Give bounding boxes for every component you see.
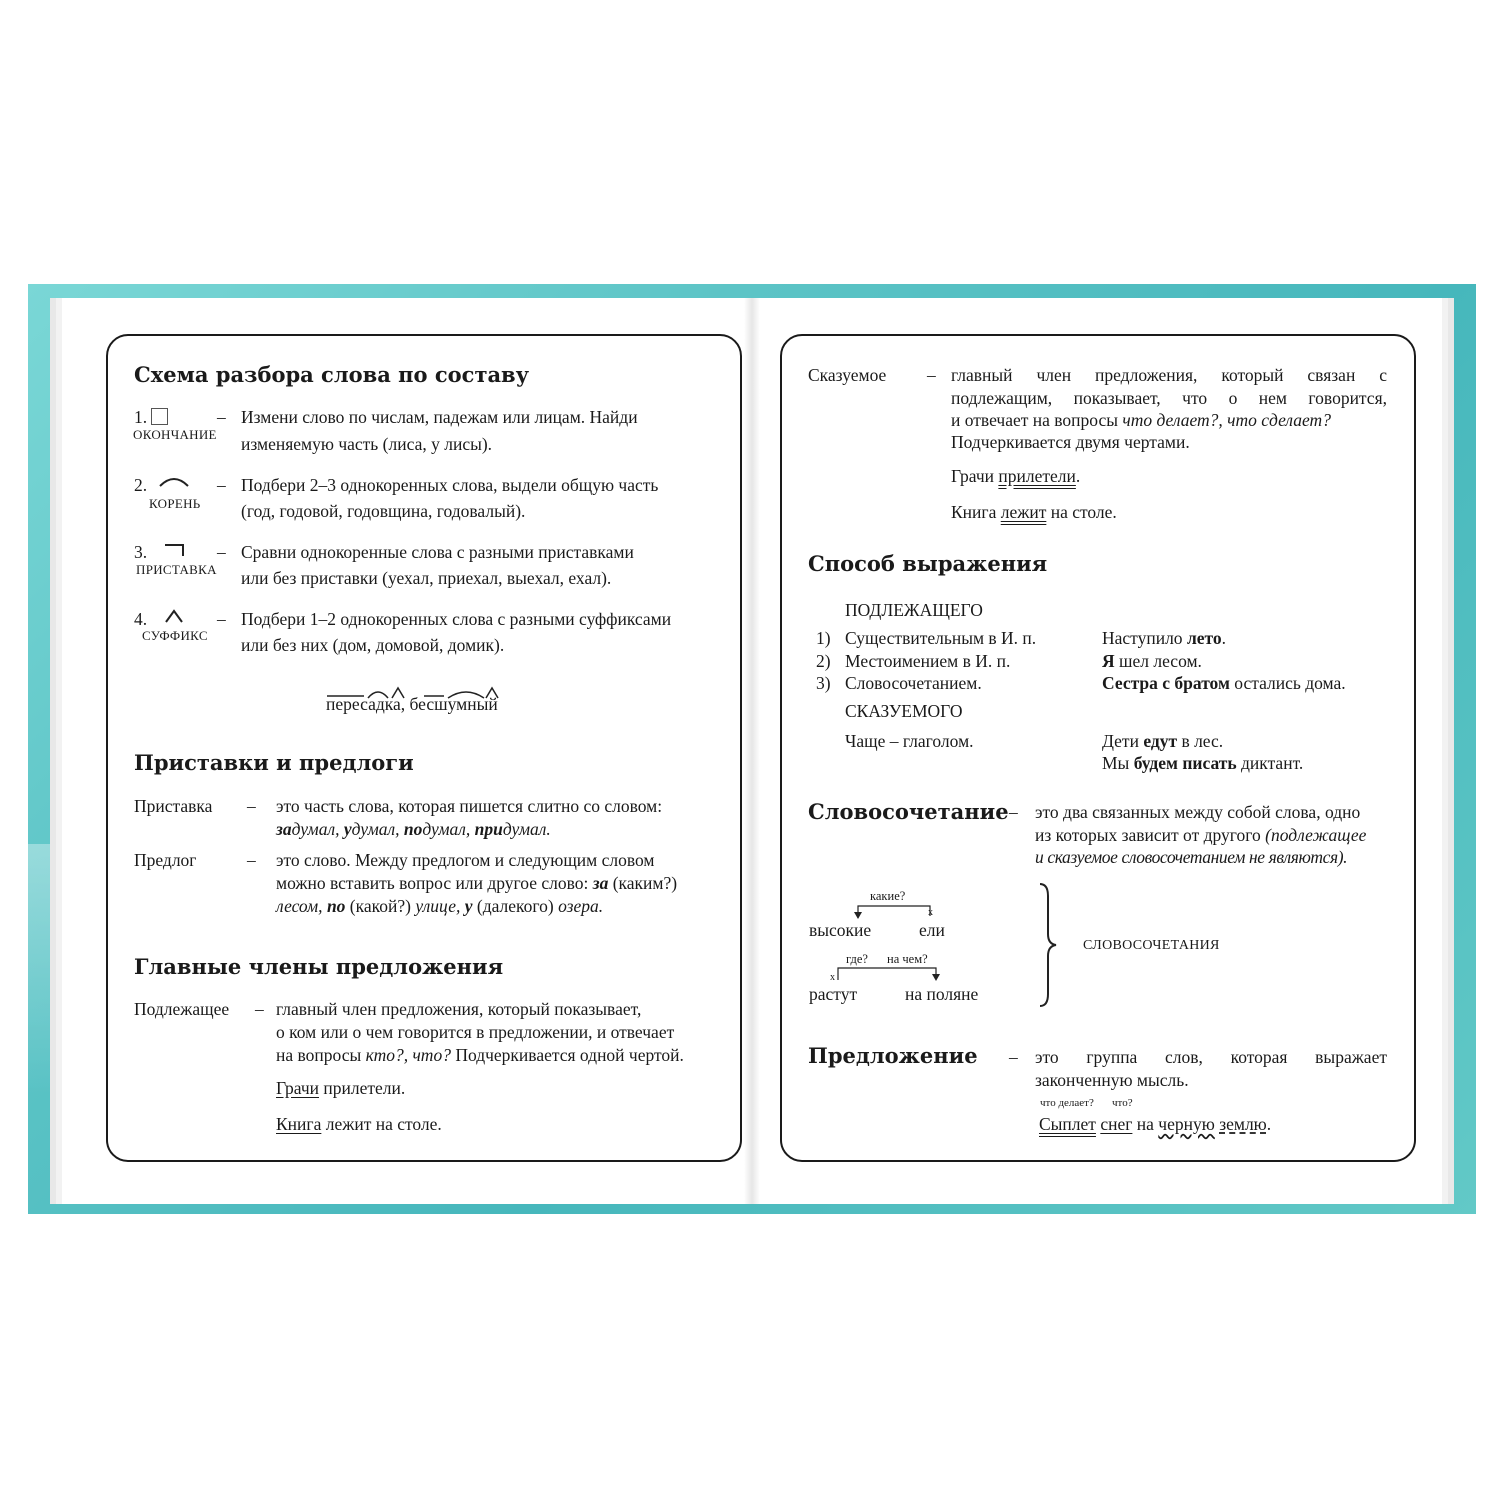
word-eli: ели xyxy=(919,920,945,940)
subject-term: Подлежащее xyxy=(134,999,230,1019)
word-vysokie: высокие xyxy=(809,920,872,940)
subject-line3: на вопросы кто?, что? Подчеркивается одной чертой. xyxy=(276,1045,684,1065)
prefix-definition: это часть слова, которая пишется слитно со словом: xyxy=(276,796,663,816)
prefix-term: Приставка xyxy=(134,796,213,816)
item-4-line1: Подбери 1–2 однокоренных слова с разными суффиксами xyxy=(241,609,672,629)
item-1-number: 1. xyxy=(134,406,168,429)
item-1-label: ОКОНЧАНИЕ xyxy=(133,427,217,442)
predicate-line3: и отвечает на вопросы что делает?, что сделает? xyxy=(951,410,1331,430)
predicate-example-a: Дети едут в лес. xyxy=(1102,731,1224,751)
subject-header: ПОДЛЕЖАЩЕГО xyxy=(845,600,983,620)
sentence-dash: – xyxy=(1009,1047,1018,1067)
head-mark-1: х xyxy=(928,907,933,918)
subject-line2: о ком или о чем говорится в предложении, и отвечает xyxy=(276,1022,675,1042)
section-title-sentence: Предложение xyxy=(808,1043,978,1068)
item-1-line1: Измени слово по числам, падежам или лицам. Найди xyxy=(241,407,638,427)
prefix-dash: – xyxy=(247,796,256,816)
question-gde: где? xyxy=(846,952,868,966)
phrase-line2: из которых зависит от другого (подлежащее xyxy=(1035,825,1367,845)
preposition-line3: лесом, по (какой?) улице, у (далекого) озера. xyxy=(276,896,604,916)
prefix-corner-icon xyxy=(164,543,186,557)
predicate-example-1: Грачи прилетели. xyxy=(951,466,1081,486)
suffix-caret-icon xyxy=(164,608,184,624)
phrase-arrow-1-icon xyxy=(850,902,940,920)
item-1-line2: изменяемую часть (лиса, у лисы). xyxy=(241,434,493,454)
section-title-phrase: Словосочетание xyxy=(808,799,1009,824)
phrase-arrow-2-icon xyxy=(832,964,952,982)
prefix-examples: задумал, удумал, подумал, придумал. xyxy=(276,819,551,839)
subject-example-2: Книга лежит на столе. xyxy=(276,1114,442,1134)
item-2-line1: Подбери 2–3 однокоренных слова, выдели общую часть xyxy=(241,475,659,495)
ending-box-icon xyxy=(151,408,168,425)
phrase-line1: это два связанных между собой слова, одно xyxy=(1035,802,1361,822)
predicate-example-2: Книга лежит на столе. xyxy=(951,502,1117,522)
item-3-label: ПРИСТАВКА xyxy=(136,562,217,577)
sentence-line2: законченную мысль. xyxy=(1035,1070,1189,1090)
predicate-header: СКАЗУЕМОГО xyxy=(845,701,963,721)
row-1-example: Наступило лето. xyxy=(1102,628,1227,648)
section-title-main-members: Главные члены предложения xyxy=(134,954,504,979)
section-title-word-parsing: Схема разбора слова по составу xyxy=(134,362,530,387)
phrase-dash: – xyxy=(1009,802,1018,822)
preposition-term: Предлог xyxy=(134,850,197,870)
row-1-left: Существительным в И. п. xyxy=(845,628,1037,648)
word-na-polyane: на поляне xyxy=(905,984,979,1004)
sentence-line1: это группа слов, которая выражает xyxy=(1035,1047,1387,1067)
head-mark-2: х xyxy=(830,972,835,983)
item-2-dash: – xyxy=(217,475,226,495)
item-3-line2: или без приставки (уехал, приехал, выехал, ехал). xyxy=(241,568,612,588)
predicate-term: Сказуемое xyxy=(808,365,887,385)
item-4-number: 4. xyxy=(134,609,148,629)
section-title-prefixes: Приставки и предлоги xyxy=(134,750,414,775)
row-2-example: Я шел лесом. xyxy=(1102,651,1202,671)
item-2-number: 2. xyxy=(134,475,148,495)
subject-dash: – xyxy=(255,999,264,1019)
predicate-line4: Подчеркивается двумя чертами. xyxy=(951,432,1190,452)
item-3-line1: Сравни однокоренные слова с разными приставками xyxy=(241,542,634,562)
preposition-dash: – xyxy=(247,850,256,870)
row-3-example: Сестра с братом остались дома. xyxy=(1102,673,1346,693)
predicate-example-b: Мы будем писать диктант. xyxy=(1102,753,1304,773)
item-2-label: КОРЕНЬ xyxy=(149,496,201,511)
book-gutter xyxy=(744,298,760,1204)
subject-line1: главный член предложения, который показывает, xyxy=(276,999,642,1019)
row-3-left: Словосочетанием. xyxy=(845,673,982,693)
row-2-left: Местоимением в И. п. xyxy=(845,651,1011,671)
item-2-line2: (год, годовой, годовщина, годовалый). xyxy=(241,501,526,521)
item-1-dash: – xyxy=(217,407,226,427)
sentence-example: Сыплет снег на черную землю. xyxy=(1039,1114,1272,1134)
item-3-dash: – xyxy=(217,542,226,562)
preposition-line1: это слово. Между предлогом и следующим словом xyxy=(276,850,655,870)
row-3-number: 3) xyxy=(816,673,831,693)
word-rastut: растут xyxy=(809,984,858,1004)
phrases-label: СЛОВОСОЧЕТАНИЯ xyxy=(1083,938,1220,953)
question-na-chem: на чем? xyxy=(887,952,928,966)
predicate-dash: – xyxy=(927,365,936,385)
grouping-brace-icon xyxy=(1036,882,1060,1008)
predicate-line1: главный член предложения, который связан с xyxy=(951,365,1387,385)
row-1-number: 1) xyxy=(816,628,831,648)
sentence-question-2: что? xyxy=(1112,1097,1133,1109)
item-3-number: 3. xyxy=(134,542,148,562)
predicate-line2: подлежащим, показывает, что о нем говорится, xyxy=(951,388,1387,408)
subject-example-1: Грачи прилетели. xyxy=(276,1078,406,1098)
section-title-expression: Способ выражения xyxy=(808,551,1048,576)
row-2-number: 2) xyxy=(816,651,831,671)
predicate-left: Чаще – глаголом. xyxy=(845,731,974,751)
root-arc-icon xyxy=(158,474,190,488)
item-4-label: СУФФИКС xyxy=(142,628,208,643)
question-kakie: какие? xyxy=(870,889,906,903)
item-4-dash: – xyxy=(217,609,226,629)
item-4-line2: или без них (дом, домовой, домик). xyxy=(241,635,505,655)
preposition-line2: можно вставить вопрос или другое слово: за (каким?) xyxy=(276,873,678,893)
phrase-line3: и сказуемое словосочетанием не являются). xyxy=(1035,847,1348,867)
sentence-question-1: что делает? xyxy=(1040,1097,1094,1109)
morpheme-example: пересадка, бесшумный xyxy=(326,694,498,714)
